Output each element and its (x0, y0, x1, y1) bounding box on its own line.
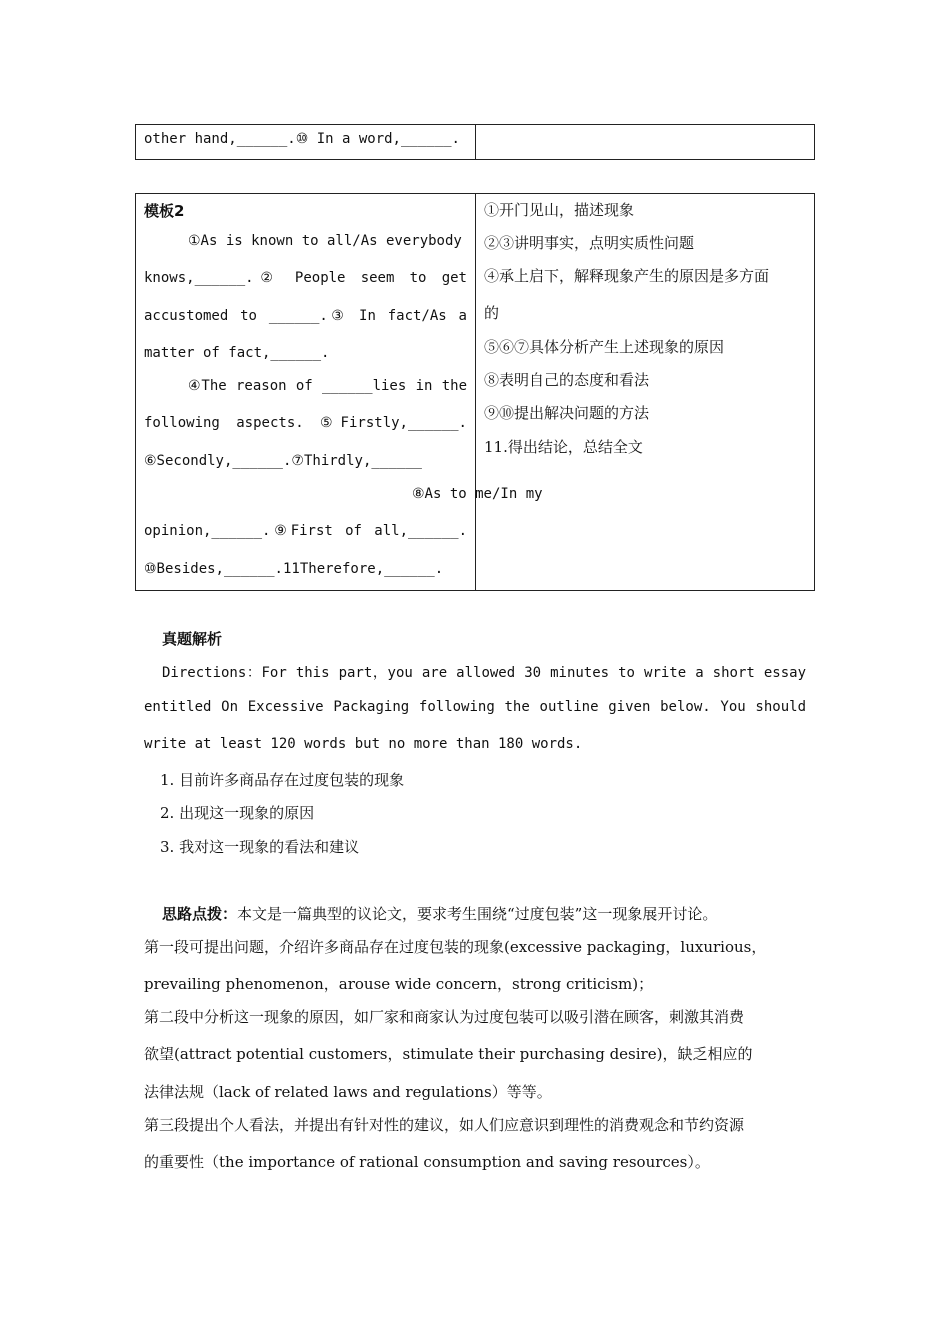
hint-intro (162, 903, 717, 924)
directions-line: write at least 120 words but no more than 180 words. (144, 736, 583, 752)
directions-line: Directions：For this part，you are allowed 30 minutes to write a short essay (162, 665, 806, 681)
explanation-line: 的 (484, 304, 500, 322)
template-title: 模板2 (144, 202, 185, 220)
template-2-table (135, 193, 815, 591)
explanation-line: ⑤⑥⑦具体分析产生上述现象的原因 (484, 338, 725, 356)
hint-line: 第二段中分析这一现象的原因，如厂家和商家认为过度包装可以吸引潜在顾客，刺激其消费 (144, 1008, 745, 1026)
directions-line: entitled On Excessive Packaging following the outline given below. You should (144, 699, 806, 715)
template-line: following aspects. ⑤Firstly,______. (144, 415, 467, 431)
template-line: accustomed to ______.③ In fact/As a (144, 308, 467, 324)
hint-line: 欲望(attract potential customers，stimulate their purchasing desire)，缺乏相应的 (144, 1045, 753, 1063)
outline-item: 3. 我对这一现象的看法和建议 (160, 838, 360, 856)
hint-line: 的重要性（the importance of rational consumption and saving resources）。 (144, 1153, 710, 1171)
hint-line: 第三段提出个人看法，并提出有针对性的建议，如人们应意识到理性的消费观念和节约资源 (144, 1116, 745, 1134)
template-table-continued (135, 124, 815, 160)
template-2-chinese-cell (476, 194, 814, 590)
table-cell-right (476, 125, 814, 159)
hint-line: 第一段可提出问题，介绍许多商品存在过度包装的现象(excessive packaging，luxurious， (144, 938, 767, 956)
outline-item: 2. 出现这一现象的原因 (160, 804, 315, 822)
explanation-line: ⑧表明自己的态度和看法 (484, 371, 650, 389)
explanation-line: ④承上启下，解释现象产生的原因是多方面 (484, 267, 770, 285)
hint-label: 思路点拨： (162, 905, 238, 923)
template-2-english-cell (136, 194, 543, 590)
template-line: ①As is known to all/As everybody (188, 233, 462, 249)
section-heading: 真题解析 (162, 630, 223, 648)
template-line: ⑥Secondly,______.⑦Thirdly,______ (144, 453, 422, 469)
template-line: ④The reason of ______lies in the (188, 378, 467, 394)
hint-line: prevailing phenomenon，arouse wide concern，strong criticism)； (144, 975, 654, 993)
explanation-line: ②③讲明事实，点明实质性问题 (484, 234, 695, 252)
outline-item: 1. 目前许多商品存在过度包装的现象 (160, 771, 405, 789)
hint-intro-text: 本文是一篇典型的议论文，要求考生围绕“过度包装”这一现象展开讨论。 (237, 905, 718, 923)
table-text: other hand,______.⑩ In a word,______. (144, 131, 460, 147)
template-line: ⑩Besides,______.11Therefore,______. (144, 561, 444, 577)
explanation-line: 11.得出结论，总结全文 (484, 438, 643, 456)
template-line: knows,______.② People seem to get (144, 270, 467, 286)
hint-line: 法律法规（lack of related laws and regulations）等等。 (144, 1083, 552, 1101)
template-line: matter of fact,______. (144, 345, 330, 361)
table-cell-left (136, 125, 476, 159)
explanation-line: ①开门见山，描述现象 (484, 201, 635, 219)
template-line: opinion,______.⑨First of all,______. (144, 523, 467, 539)
template-line: ⑧As to me/In my (412, 486, 543, 502)
explanation-line: ⑨⑩提出解决问题的方法 (484, 404, 650, 422)
